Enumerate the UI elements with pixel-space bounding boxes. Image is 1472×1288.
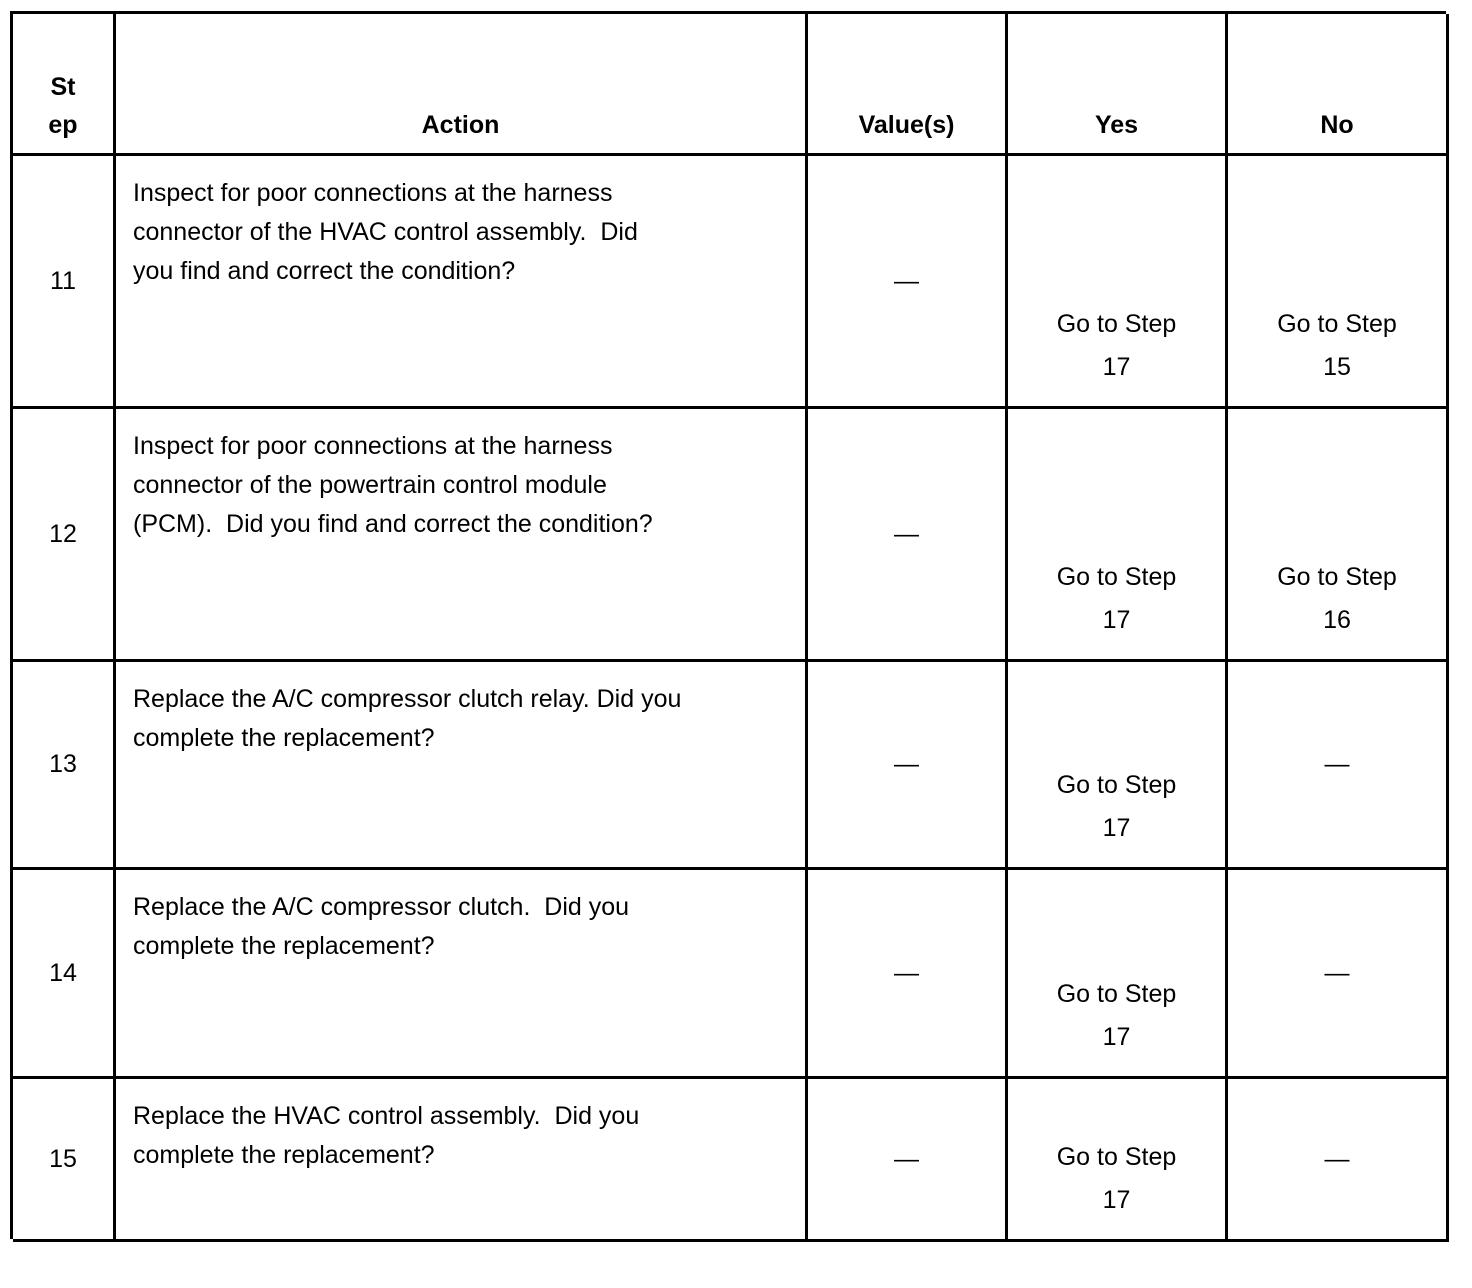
action-line: complete the replacement? bbox=[133, 1140, 435, 1169]
header-step-line2: ep bbox=[48, 111, 78, 140]
step-number: 11 bbox=[13, 156, 116, 409]
yes-cell bbox=[1008, 156, 1228, 409]
action-text bbox=[116, 156, 808, 409]
no-goto-step: 15 bbox=[1323, 353, 1351, 382]
action-line: Replace the A/C compressor clutch. Did you bbox=[133, 893, 630, 921]
action-line: complete the replacement? bbox=[133, 931, 435, 960]
value-cell: — bbox=[808, 1079, 1008, 1242]
yes-goto-label: Go to Step bbox=[1056, 562, 1177, 591]
yes-goto-label: Go to Step bbox=[1056, 770, 1177, 799]
value-cell: — bbox=[808, 662, 1008, 870]
yes-goto-label: Go to Step bbox=[1056, 1142, 1177, 1171]
value-cell: — bbox=[808, 409, 1008, 662]
no-cell bbox=[1228, 156, 1449, 409]
header-values: Value(s) bbox=[808, 14, 1008, 156]
yes-goto-label: Go to Step bbox=[1056, 309, 1177, 338]
step-number: 13 bbox=[13, 662, 116, 870]
action-text bbox=[116, 662, 808, 870]
no-cell: — bbox=[1228, 1079, 1449, 1242]
yes-goto-step: 17 bbox=[1102, 1186, 1131, 1215]
value-cell: — bbox=[808, 870, 1008, 1079]
action-line: complete the replacement? bbox=[133, 723, 435, 752]
no-goto-step: 16 bbox=[1323, 606, 1351, 635]
header-no: No bbox=[1228, 14, 1449, 156]
yes-goto-label: Go to Step bbox=[1056, 979, 1177, 1008]
yes-cell bbox=[1008, 1079, 1228, 1242]
action-line: Replace the A/C compressor clutch relay. Did you bbox=[133, 685, 682, 713]
no-cell: — bbox=[1228, 870, 1449, 1079]
action-line: you find and correct the condition? bbox=[133, 256, 516, 285]
yes-cell bbox=[1008, 409, 1228, 662]
action-line: Replace the HVAC control assembly. Did you bbox=[133, 1102, 640, 1130]
action-text bbox=[116, 870, 808, 1079]
value-cell: — bbox=[808, 156, 1008, 409]
action-text bbox=[116, 409, 808, 662]
action-line: connector of the HVAC control assembly. Did bbox=[133, 217, 638, 246]
header-step bbox=[13, 14, 116, 156]
action-line: Inspect for poor connections at the harness bbox=[133, 432, 613, 460]
step-number: 12 bbox=[13, 409, 116, 662]
yes-cell bbox=[1008, 662, 1228, 870]
no-goto-label: Go to Step bbox=[1277, 562, 1397, 591]
yes-goto-step: 17 bbox=[1102, 814, 1131, 843]
yes-goto-step: 17 bbox=[1102, 353, 1131, 382]
no-goto-label: Go to Step bbox=[1277, 309, 1397, 338]
action-line: (PCM). Did you find and correct the condition? bbox=[133, 509, 653, 538]
yes-goto-step: 17 bbox=[1102, 606, 1131, 635]
yes-goto-step: 17 bbox=[1102, 1023, 1131, 1052]
step-number: 14 bbox=[13, 870, 116, 1079]
action-line: connector of the powertrain control module bbox=[133, 470, 607, 499]
no-cell: — bbox=[1228, 662, 1449, 870]
no-cell bbox=[1228, 409, 1449, 662]
header-step-line1: St bbox=[50, 72, 76, 101]
step-number: 15 bbox=[13, 1079, 116, 1242]
action-line: Inspect for poor connections at the harness bbox=[133, 179, 613, 207]
yes-cell bbox=[1008, 870, 1228, 1079]
header-action: Action bbox=[116, 14, 808, 156]
action-text bbox=[116, 1079, 808, 1242]
diagnostic-table bbox=[10, 11, 1446, 1239]
header-yes: Yes bbox=[1008, 14, 1228, 156]
